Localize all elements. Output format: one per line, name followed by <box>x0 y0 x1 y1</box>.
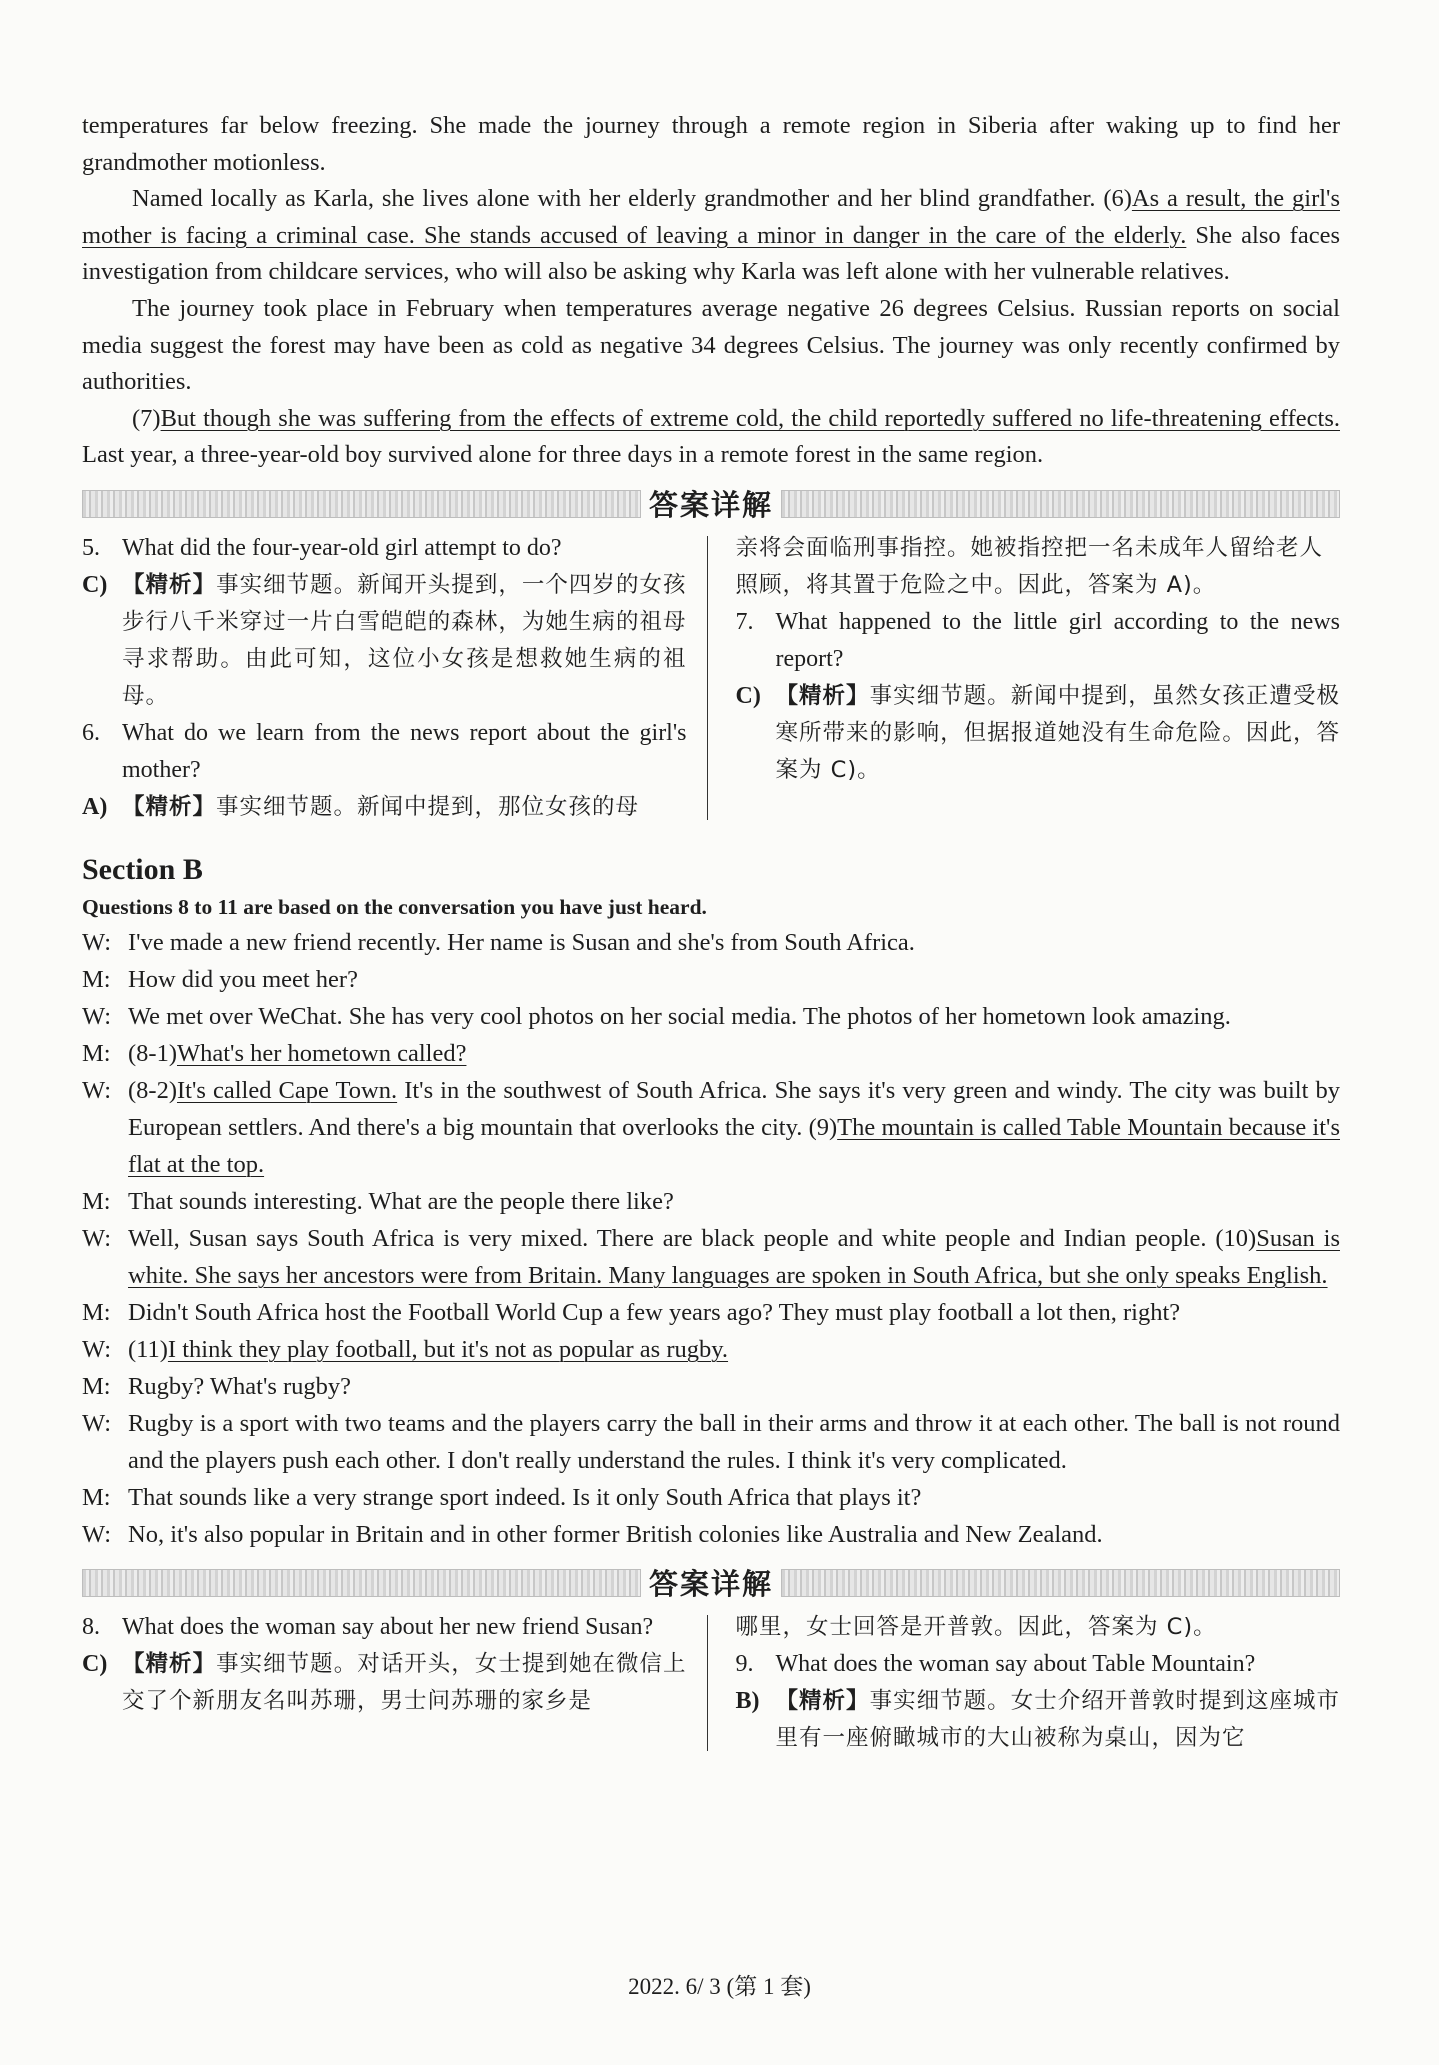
banner-title: 答案详解 <box>649 488 774 523</box>
dialogue-line <box>82 1183 1340 1220</box>
speaker-label: M: <box>82 1187 111 1215</box>
dialogue-fragment: That sounds like a very strange sport indeed. Is it only South Africa that plays it? <box>128 1483 922 1511</box>
dialogue <box>82 924 1340 1553</box>
dialogue-line <box>82 1516 1340 1553</box>
answers-left-column <box>82 1609 707 1757</box>
answer-8: C) 【精析】事实细节题。对话开头，女士提到她在微信上交了个新朋友名叫苏珊，男士问苏珊的家乡是 <box>82 1650 687 1714</box>
question-8: 8. What does the woman say about her new friend Susan? <box>82 1613 654 1640</box>
dialogue-text <box>128 924 1340 961</box>
answer-6: A) 【精析】事实细节题。新闻中提到，那位女孩的母 <box>82 793 640 820</box>
dialogue-text <box>128 1072 1340 1183</box>
dialogue-text <box>128 1331 1340 1368</box>
p4-tail: Last year, a three-year-old boy survived alone for three days in a remote forest in the same region. <box>82 441 1044 469</box>
dialogue-fragment: Rugby is a sport with two teams and the players carry the ball in their arms and throw it at each other. The ball is not round and the players push each other. I don't really understand the rules. I think it's very complicated. <box>128 1409 1340 1474</box>
answers-block-2 <box>82 1609 1340 1757</box>
dialogue-text <box>128 1294 1340 1331</box>
page-footer: 2022. 6/ 3 (第 1 套) <box>628 1974 811 1999</box>
speaker-label: M: <box>82 1039 111 1067</box>
dialogue-line <box>82 1405 1340 1479</box>
answer-banner-2 <box>82 1565 1340 1601</box>
speaker-label: M: <box>82 1372 111 1400</box>
p4-lead: (7) <box>132 404 161 432</box>
dialogue-fragment: (11) <box>128 1335 168 1363</box>
banner-pattern-left <box>82 1569 641 1597</box>
p2-lead: Named locally as Karla, she lives alone with her elderly grandmother and her blind grandfather. (6) <box>132 185 1132 213</box>
speaker-label: W: <box>82 1335 112 1363</box>
dialogue-fragment: (8-2) <box>128 1076 177 1104</box>
speaker-label: W: <box>82 1409 112 1437</box>
underlined-answer-text: What's her hometown called? <box>176 1039 467 1067</box>
question-6: 6. What do we learn from the news report about the girl's mother? <box>82 719 687 783</box>
dialogue-line <box>82 924 1340 961</box>
dialogue-fragment: How did you meet her? <box>128 965 358 993</box>
dialogue-text <box>128 1368 1340 1405</box>
passage-paragraph-1: temperatures far below freezing. She made the journey through a remote region in Siberia after waking up to find her grandmother motionless. <box>82 112 1340 176</box>
dialogue-text <box>128 1405 1340 1479</box>
dialogue-text <box>128 1479 1340 1516</box>
banner-pattern-left <box>82 490 641 518</box>
banner-pattern-right <box>781 490 1340 518</box>
question-5: 5. What did the four-year-old girl attempt to do? <box>82 534 562 561</box>
banner-title: 答案详解 <box>649 1567 774 1602</box>
dialogue-text <box>128 961 1340 998</box>
speaker-label: M: <box>82 965 111 993</box>
dialogue-fragment: Didn't South Africa host the Football World Cup a few years ago? They must play football a lot then, right? <box>128 1298 1181 1326</box>
dialogue-line <box>82 1220 1340 1294</box>
speaker-label: W: <box>82 1002 112 1030</box>
speaker-label: M: <box>82 1298 111 1326</box>
passage-paragraph-4 <box>82 401 1340 474</box>
p2-underlined: As a result, the girl's mother is facing a criminal case. She stands accused of leaving a minor in danger in the care of the elderly. <box>82 185 1340 249</box>
question-7: 7. What happened to the little girl according to the news report? <box>735 608 1340 672</box>
answer-8-continued: 哪里，女士回答是开普敦。因此，答案为 C)。 <box>735 1613 1217 1640</box>
answer-banner-1 <box>82 486 1340 522</box>
dialogue-line <box>82 1294 1340 1331</box>
speaker-label: W: <box>82 928 112 956</box>
p2-tail: She also faces investigation from childcare services, who will also be asking why Karla was left alone with her vulnerable relatives. <box>82 221 1340 286</box>
underlined-answer-text: I think they play football, but it's not as popular as rugby. <box>167 1335 729 1363</box>
dialogue-fragment: Well, Susan says South Africa is very mixed. There are black people and white people and Indian people. (10) <box>128 1224 1257 1252</box>
passage-paragraph-3: The journey took place in February when temperatures average negative 26 degrees Celsius. Russian reports on social media suggest the forest may have been as cold as negative 34 degrees Celsius. The journey was only recently confirmed by authorities. <box>82 294 1340 396</box>
section-b-instruction: Questions 8 to 11 are based on the conversation you have just heard. <box>82 894 707 919</box>
answer-7: C) 【精析】事实细节题。新闻中提到，虽然女孩正遭受极寒所带来的影响，但据报道她没有生命危险。因此，答案为 C)。 <box>735 682 1340 783</box>
dialogue-line <box>82 1368 1340 1405</box>
answers-block-1 <box>82 530 1340 826</box>
dialogue-text <box>128 1516 1340 1553</box>
dialogue-line <box>82 1072 1340 1183</box>
dialogue-fragment: We met over WeChat. She has very cool photos on her social media. The photos of her hometown look amazing. <box>128 1002 1231 1030</box>
speaker-label: W: <box>82 1520 112 1548</box>
section-b-title: Section B <box>82 852 203 886</box>
dialogue-fragment: (8-1) <box>128 1039 177 1067</box>
underlined-answer-text: It's called Cape Town. <box>176 1076 398 1104</box>
answer-6-continued: 亲将会面临刑事指控。她被指控把一名未成年人留给老人照顾，将其置于危险之中。因此，答案为 A)。 <box>735 534 1323 598</box>
answers-right-column <box>707 1609 1340 1757</box>
dialogue-line <box>82 1479 1340 1516</box>
dialogue-line <box>82 1035 1340 1072</box>
dialogue-fragment: It's in the southwest of South Africa. She says it's very green and windy. The city was built by European settlers. And there's a big mountain that overlooks the city. (9) <box>128 1076 1340 1141</box>
question-9: 9. What does the woman say about Table Mountain? <box>735 1650 1256 1677</box>
dialogue-line <box>82 961 1340 998</box>
page-content <box>82 108 1340 1757</box>
underlined-answer-text: Susan is white. She says her ancestors were from Britain. Many languages are spoken in South Africa, but she only speaks English. <box>128 1224 1340 1289</box>
answer-5: C) 【精析】事实细节题。新闻开头提到，一个四岁的女孩步行八千米穿过一片白雪皑皑的森林，为她生病的祖母寻求帮助。由此可知，这位小女孩是想救她生病的祖母。 <box>82 571 687 709</box>
dialogue-fragment: Rugby? What's rugby? <box>128 1372 352 1400</box>
answers-left-column <box>82 530 707 826</box>
dialogue-fragment: No, it's also popular in Britain and in other former British colonies like Australia and New Zealand. <box>128 1520 1103 1548</box>
speaker-label: M: <box>82 1483 111 1511</box>
dialogue-text <box>128 998 1340 1035</box>
speaker-label: W: <box>82 1224 112 1252</box>
passage-paragraph-2 <box>82 181 1340 291</box>
dialogue-text <box>128 1035 1340 1072</box>
dialogue-fragment: That sounds interesting. What are the people there like? <box>128 1187 674 1215</box>
underlined-answer-text: The mountain is called Table Mountain because it's flat at the top. <box>128 1113 1340 1178</box>
dialogue-line <box>82 1331 1340 1368</box>
dialogue-text <box>128 1183 1340 1220</box>
p4-underlined: But though she was suffering from the effects of extreme cold, the child reportedly suffered no life-threatening effects. <box>160 404 1340 432</box>
answers-right-column <box>707 530 1340 826</box>
dialogue-line <box>82 998 1340 1035</box>
dialogue-fragment: I've made a new friend recently. Her name is Susan and she's from South Africa. <box>128 928 915 956</box>
banner-pattern-right <box>781 1569 1340 1597</box>
dialogue-text <box>128 1220 1340 1294</box>
speaker-label: W: <box>82 1076 112 1104</box>
answer-9: B) 【精析】事实细节题。女士介绍开普敦时提到这座城市里有一座俯瞰城市的大山被称为桌山，因为它 <box>735 1687 1340 1751</box>
